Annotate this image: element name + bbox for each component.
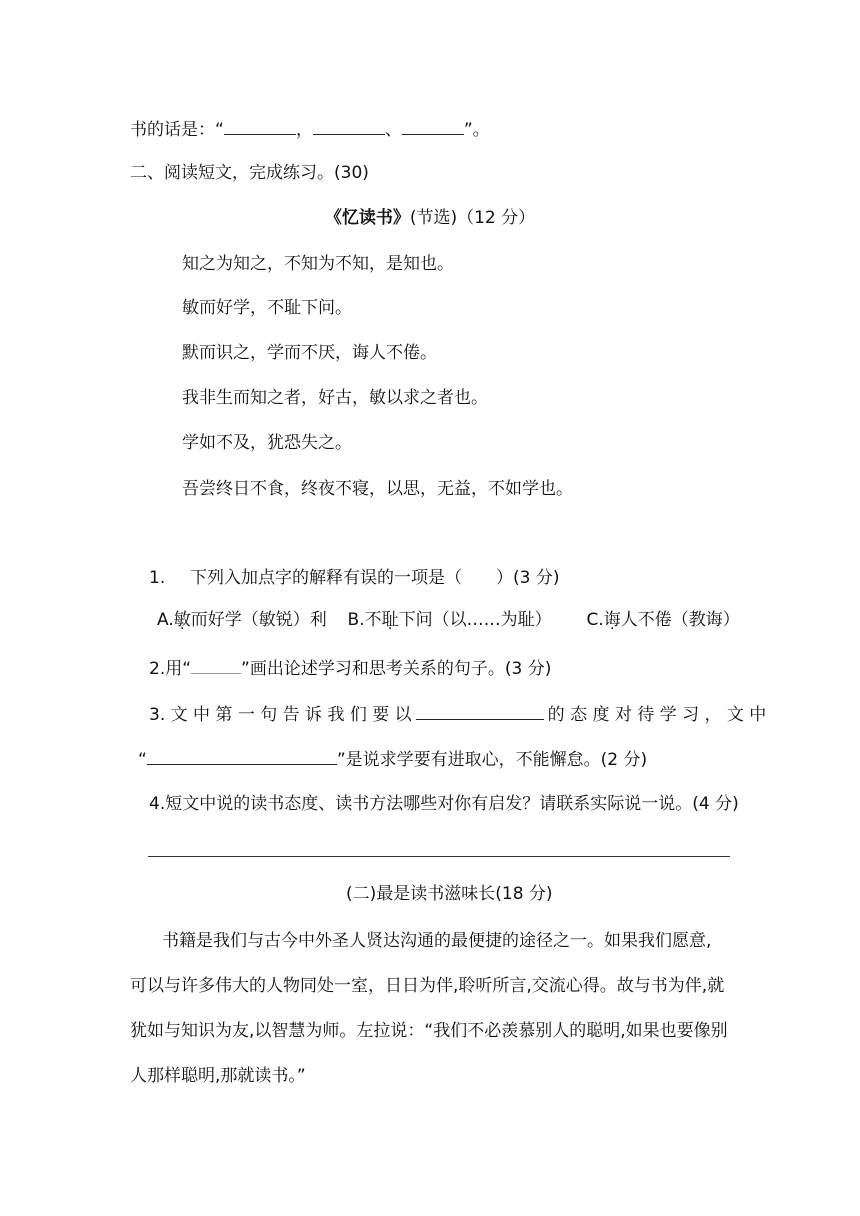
passage-line: 默而识之，学而不厌，诲人不倦。	[182, 343, 437, 363]
passage-title-rest: (节选)（12 分）	[409, 208, 536, 228]
question-1-number: 1.	[149, 568, 166, 588]
passage-2-line: 人那样聪明,那就读书。”	[130, 1066, 306, 1086]
answer-blank-quote[interactable]	[147, 748, 337, 765]
dotted-char: 敏	[173, 610, 191, 630]
question-4: 4.短文中说的读书态度、读书方法哪些对你有启发？请联系实际说一说。(4 分)	[149, 794, 739, 814]
passage-line: 我非生而知之者，好古，敏以求之者也。	[182, 388, 488, 408]
question-1-options	[157, 609, 740, 631]
option-c[interactable]: C.诲人不倦（教诲）	[586, 610, 740, 630]
question-3-line-1: 3. 文 中 第 一 句 告 诉 我 们 要 以 的 态 度 对 待 学 习 ， 文 中	[149, 705, 767, 725]
quote-blanks-line	[130, 118, 490, 141]
dotted-char: 耻	[381, 610, 399, 630]
quote-prefix: 书的话是：“	[130, 120, 224, 140]
passage-line: 知之为知之，不知为不知，是知也。	[182, 254, 454, 274]
passage-line: 吾尝终日不食，终夜不寝，以思，无益，不如学也。	[182, 479, 573, 499]
option-b[interactable]: B.不耻下问（以……为耻）	[347, 610, 552, 630]
passage-2-title: (二)最是读书滋味长(18 分)	[346, 884, 553, 904]
answer-blank-2[interactable]	[313, 118, 385, 135]
dotted-char: 诲	[603, 610, 621, 630]
passage-2-line: 书籍是我们与古今中外圣人贤达沟通的最便捷的途径之一。如果我们愿意,	[162, 931, 712, 951]
separator-comma: ，	[295, 120, 313, 140]
underline-sample	[191, 657, 241, 674]
question-1-text: 下列入加点字的解释有误的一项是（ ）(3 分)	[190, 568, 560, 588]
passage-2-line: 可以与许多伟大的人物同处一室，日日为伴,聆听所言,交流心得。故与书为伴,就	[130, 976, 725, 996]
passage-title-bold: 《忆读书》	[324, 208, 410, 228]
question-3-line-2: “ ”是说求学要有进取心，不能懈怠。(2 分)	[138, 750, 648, 770]
quote-suffix: ”。	[463, 120, 490, 140]
section-heading: 二、阅读短文，完成练习。(30)	[130, 163, 369, 183]
passage-title	[0, 207, 860, 229]
separator-dunhao: 、	[384, 120, 402, 140]
passage-line: 学如不及，犹恐失之。	[182, 433, 352, 453]
answer-blank-1[interactable]	[224, 118, 296, 135]
option-a[interactable]: A.敏而好学（敏锐）利	[157, 610, 327, 630]
passage-2-line: 犹如与知识为友,以智慧为师。左拉说：“我们不必羡慕别人的聪明,如果也要像别	[130, 1021, 728, 1041]
answer-blank-3[interactable]	[402, 118, 464, 135]
answer-blank-attitude[interactable]	[416, 703, 544, 720]
passage-line: 敏而好学，不耻下问。	[182, 298, 352, 318]
answer-line[interactable]	[148, 856, 730, 857]
question-2: 2.用“ ”画出论述学习和思考关系的句子。(3 分)	[149, 659, 552, 679]
